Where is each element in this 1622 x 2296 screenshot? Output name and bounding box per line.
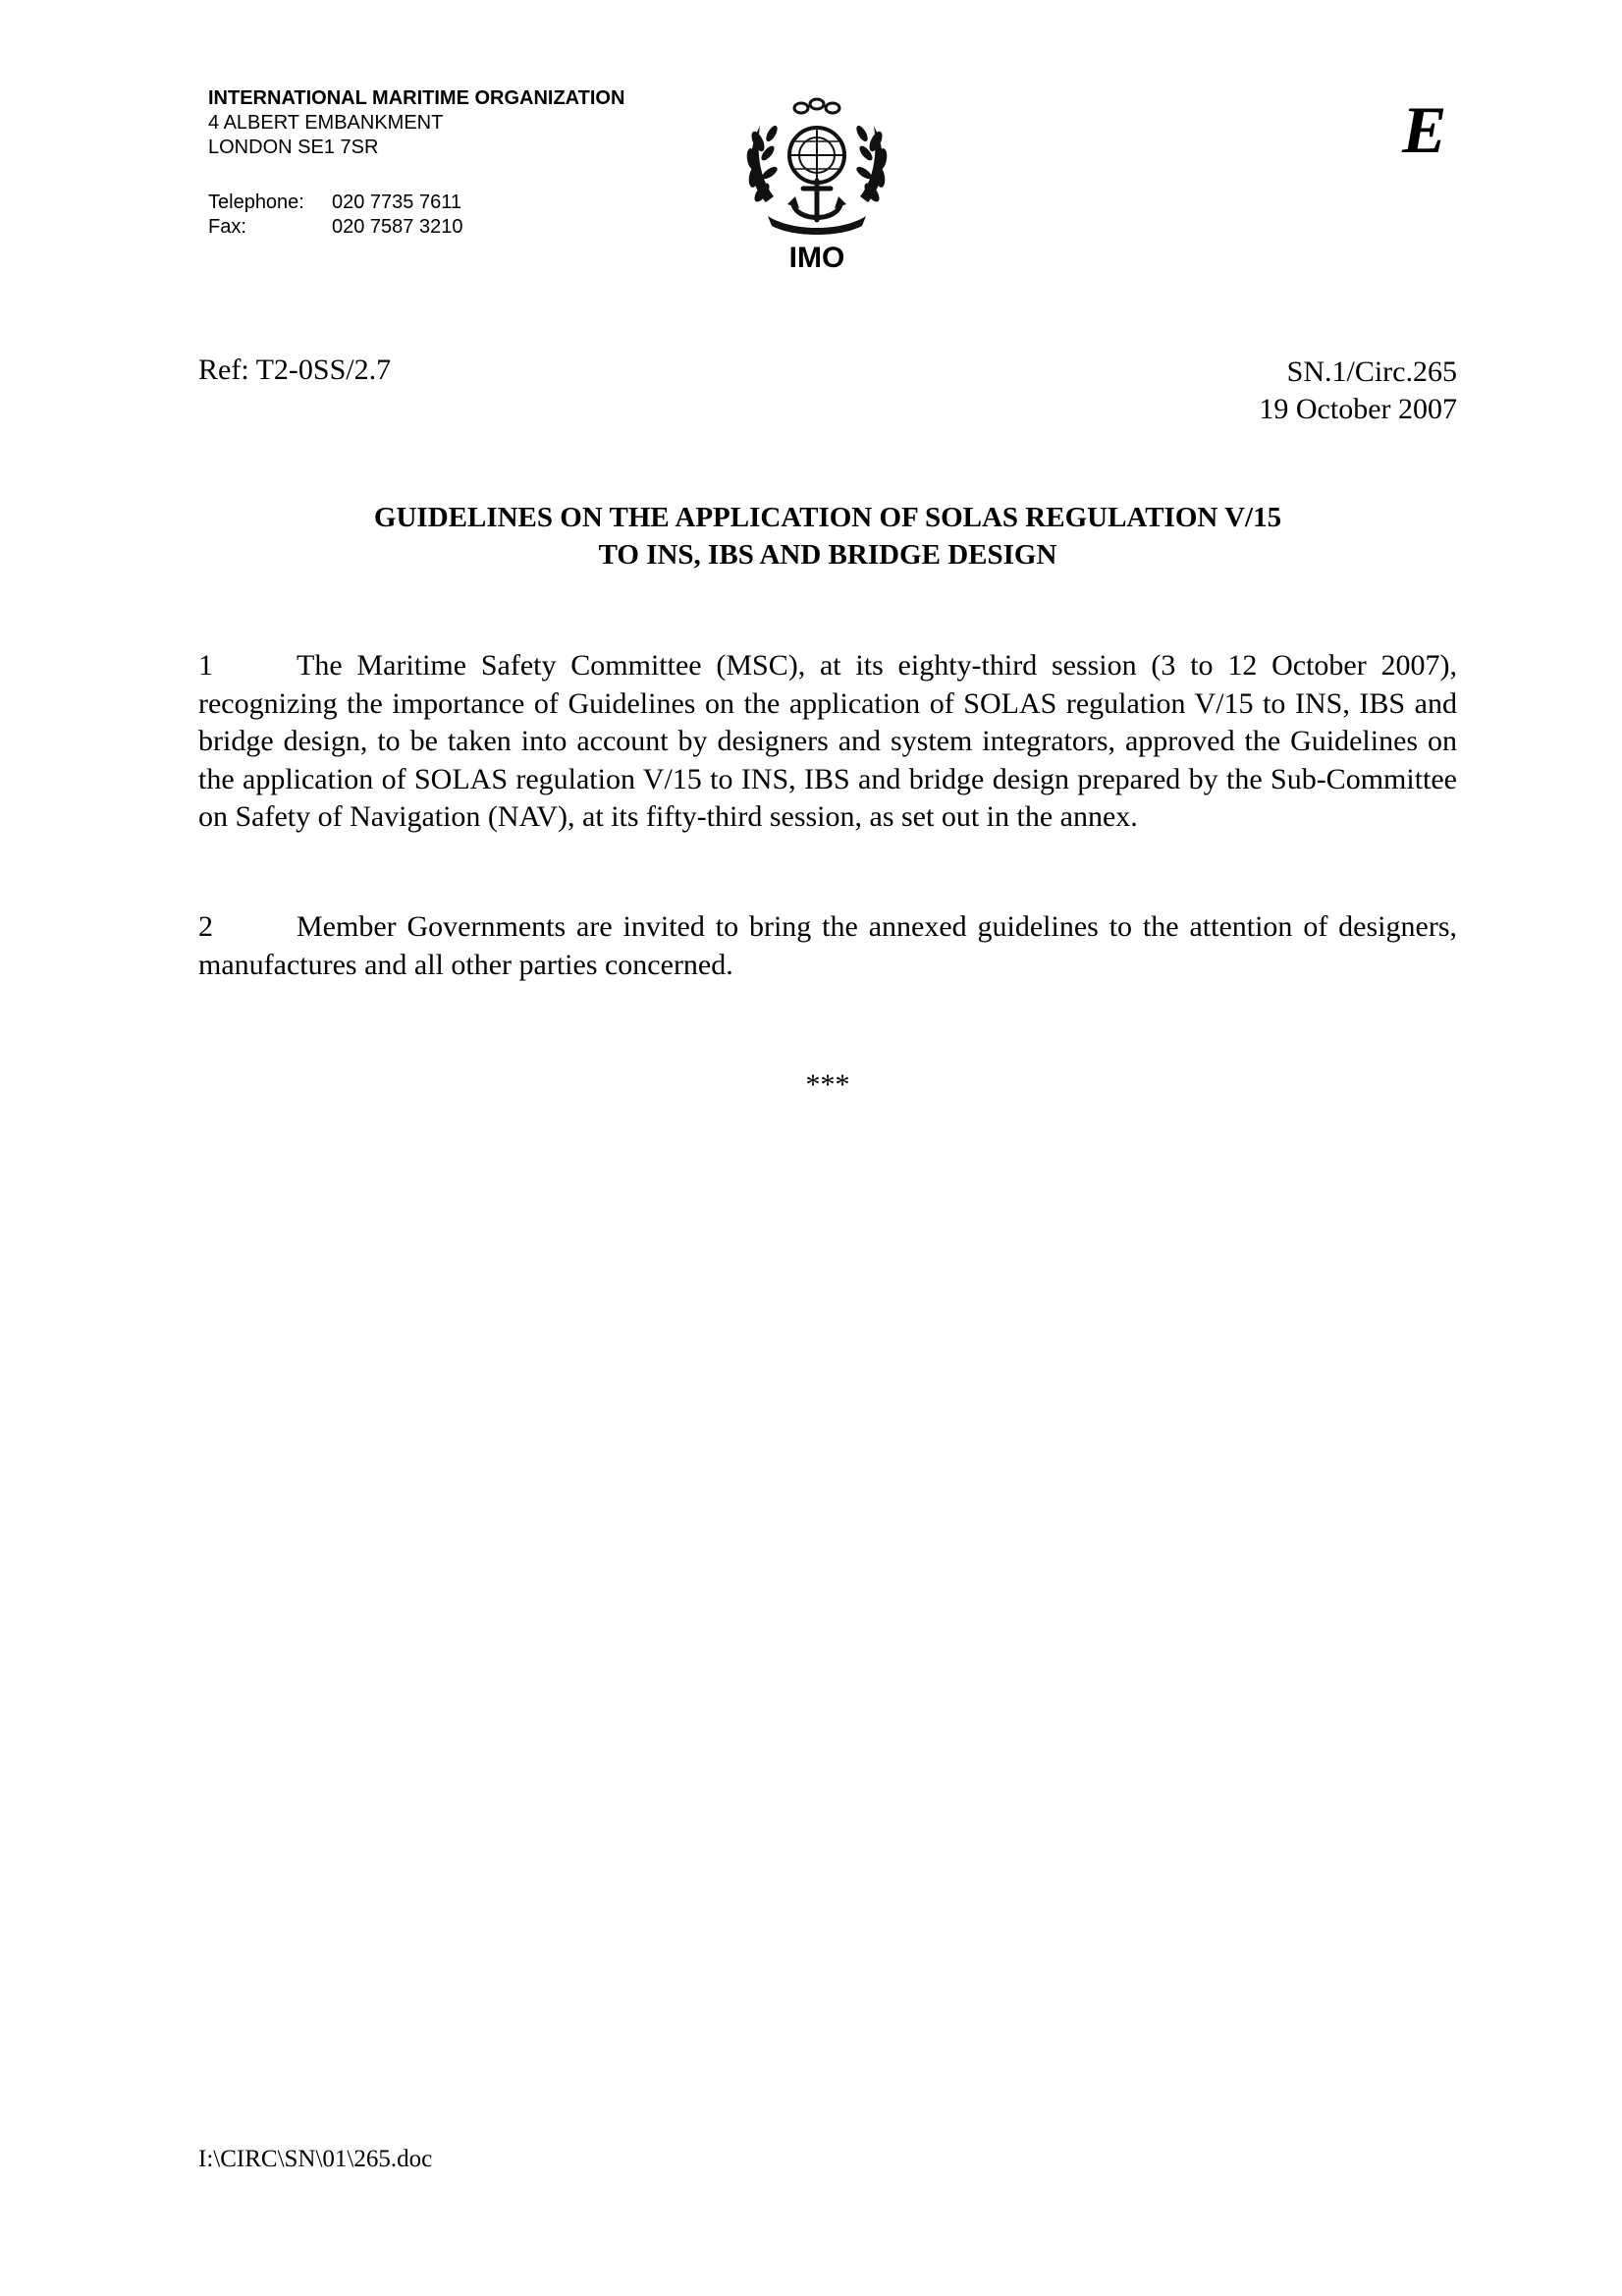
organization-address (208, 86, 624, 160)
paragraph (198, 647, 1457, 837)
fax-value: 020 7587 3210 (332, 216, 463, 238)
language-code: E (1402, 92, 1447, 167)
paragraph-number: 1 (198, 649, 213, 682)
document-date: 19 October 2007 (1259, 393, 1457, 425)
footer-file-path: I:\CIRC\SN\01\265.doc (198, 2146, 433, 2172)
circular-block (1259, 354, 1457, 428)
document-title (198, 499, 1457, 574)
fax-label: Fax: (208, 216, 246, 238)
telephone-row (208, 191, 462, 215)
paragraph-text: Member Governments are invited to bring the annexed guidelines to the attention of designers, manufactures and all other parties concerned. (198, 910, 1457, 981)
telephone-value: 020 7735 7611 (332, 191, 461, 213)
paragraph-text: The Maritime Safety Committee (MSC), at its eighty-third session (3 to 12 October 2007), recognizing the importance of Guidelines on the application of SOLAS regulation V/15 to INS, IBS and bridge design, to be taken into account by designers and system integrators, approved the Guidelines on the application of SOLAS regulation V/15 to INS, IBS and bridge design prepared by the Sub-Committee on Safety of Navigation (NAV), at its fifty-third session, as set out in the annex. (198, 649, 1457, 833)
title-line-1: GUIDELINES ON THE APPLICATION OF SOLAS REGULATION V/15 (373, 502, 1282, 533)
reference-number: Ref: T2-0SS/2.7 (198, 354, 392, 386)
paragraph (198, 908, 1457, 984)
fax-row (208, 215, 462, 240)
telephone-label: Telephone: (208, 191, 304, 213)
paragraph-number: 2 (198, 910, 213, 943)
logo-caption: IMO (788, 242, 845, 274)
imo-emblem-icon (738, 94, 895, 242)
address-line-2: LONDON SE1 7SR (208, 137, 379, 158)
circular-number: SN.1/Circ.265 (1286, 355, 1457, 388)
contact-details (208, 191, 462, 240)
organization-name: INTERNATIONAL MARITIME ORGANIZATION (208, 87, 625, 109)
title-line-2: TO INS, IBS AND BRIDGE DESIGN (598, 539, 1057, 571)
address-line-1: 4 ALBERT EMBANKMENT (208, 112, 444, 134)
section-separator: *** (805, 1068, 850, 1101)
